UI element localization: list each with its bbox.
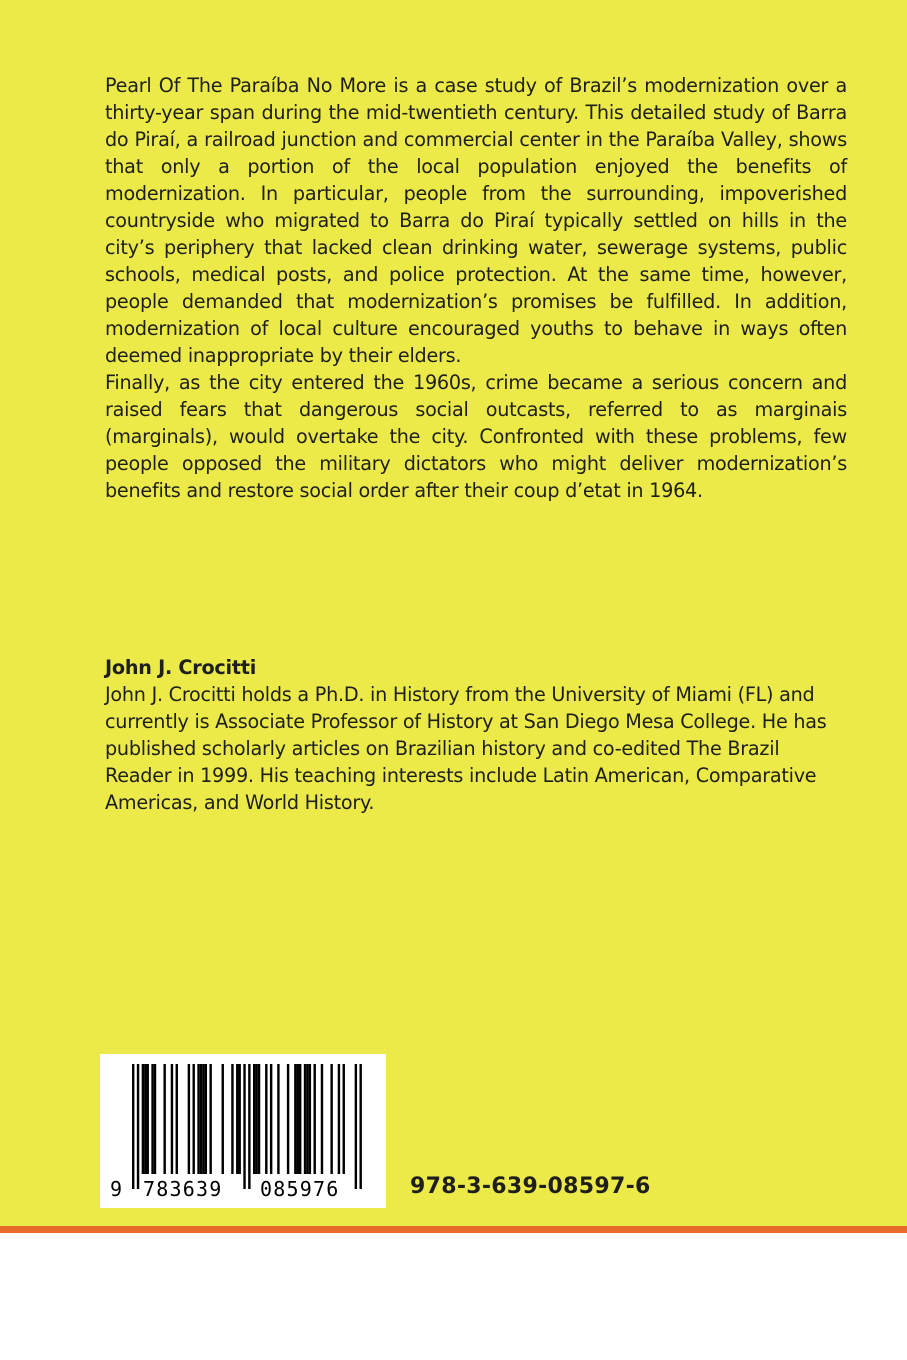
barcode-bar: [231, 1064, 233, 1174]
author-bio: John J. Crocitti holds a Ph.D. in History from the University of Miami (FL) and currently is Associate Professor of History at San Diego Mesa College. He has published scholarly articles on Brazilian history and co-edited The Brazil Reader in 1999. His teaching interests include Latin American, Comparative Americas, and World History.: [105, 683, 827, 814]
barcode-guard-bar: [248, 1064, 250, 1189]
barcode-bar: [238, 1064, 240, 1174]
barcode-guard-bar: [137, 1064, 139, 1189]
barcode-bar: [338, 1064, 340, 1174]
barcode-bar: [297, 1064, 299, 1174]
barcode-guard-bar: [359, 1064, 361, 1189]
barcode-right-digits: 085976: [260, 1177, 340, 1201]
author-section: [105, 654, 847, 816]
barcode-bar: [188, 1064, 190, 1174]
barcode-bar: [147, 1064, 149, 1174]
barcode-bar: [253, 1064, 255, 1174]
barcode-bar: [294, 1064, 296, 1174]
barcode-bar: [321, 1064, 323, 1174]
barcode-bar: [222, 1064, 224, 1174]
barcode-bar: [144, 1064, 146, 1174]
barcode-bar: [343, 1064, 345, 1174]
barcode-bar: [205, 1064, 207, 1174]
barcode-bar: [163, 1064, 165, 1174]
barcode-bar: [258, 1064, 260, 1174]
barcode-bar: [304, 1064, 306, 1174]
barcode-image: [100, 1054, 386, 1208]
barcode-bar: [176, 1064, 178, 1174]
barcode-bar: [151, 1064, 153, 1174]
barcode-bar: [309, 1064, 311, 1174]
barcode-bar: [171, 1064, 173, 1174]
barcode-guard-bar: [243, 1064, 245, 1189]
book-description: [105, 72, 847, 504]
barcode-bar: [287, 1064, 289, 1174]
barcode-bar: [330, 1064, 332, 1174]
barcode-bar: [154, 1064, 156, 1174]
barcode-bar: [314, 1064, 316, 1174]
barcode-bar: [299, 1064, 301, 1174]
accent-strip: [0, 1226, 907, 1233]
barcode-bar: [270, 1064, 272, 1174]
barcode-bar: [142, 1064, 144, 1174]
description-paragraph-2: Finally, as the city entered the 1960s, crime became a serious concern and raised fears that dangerous social outcasts, referred to as marginais (marginals), would overtake the city. Confronted with these problems, few people opposed the military dictators who might deliver modernization’s benefits and restore social order after their coup d’etat in 1964.: [105, 371, 847, 502]
description-paragraph-1: Pearl Of The Paraíba No More is a case study of Brazil’s modernization over a thirty-year span during the mid-twentieth century. This detailed study of Barra do Piraí, a railroad junction and commercial center in the Paraíba Valley, shows that only a portion of the local population enjoyed the benefits of modernization. In particular, people from the surrounding, impoverished countryside who migrated to Barra do Piraí typically settled on hills in the city’s periphery that lacked clean drinking water, sewerage systems, public schools, medical posts, and police protection. At the same time, however, people demanded that modernization’s promises be fulfilled. In addition, modernization of local culture encouraged youths to behave in ways often deemed inappropriate by their elders.: [105, 74, 847, 367]
barcode-first-digit: 9: [110, 1177, 123, 1201]
barcode-bar: [236, 1064, 238, 1174]
barcode-guard-bar: [132, 1064, 134, 1189]
barcode-bar: [306, 1064, 308, 1174]
barcode-bar: [255, 1064, 257, 1174]
barcode-bar: [265, 1064, 267, 1174]
barcode-guard-bar: [355, 1064, 357, 1189]
barcode-bar: [277, 1064, 279, 1174]
author-name: John J. Crocitti: [105, 656, 257, 679]
barcode-bar: [193, 1064, 195, 1174]
bottom-margin: [0, 1233, 907, 1360]
barcode: [100, 1054, 386, 1208]
barcode-bar: [202, 1064, 204, 1174]
barcode-left-digits: 783639: [143, 1177, 223, 1201]
isbn-number: 978-3-639-08597-6: [410, 1174, 651, 1199]
barcode-bar: [209, 1064, 211, 1174]
barcode-bar: [197, 1064, 199, 1174]
barcode-bar: [200, 1064, 202, 1174]
